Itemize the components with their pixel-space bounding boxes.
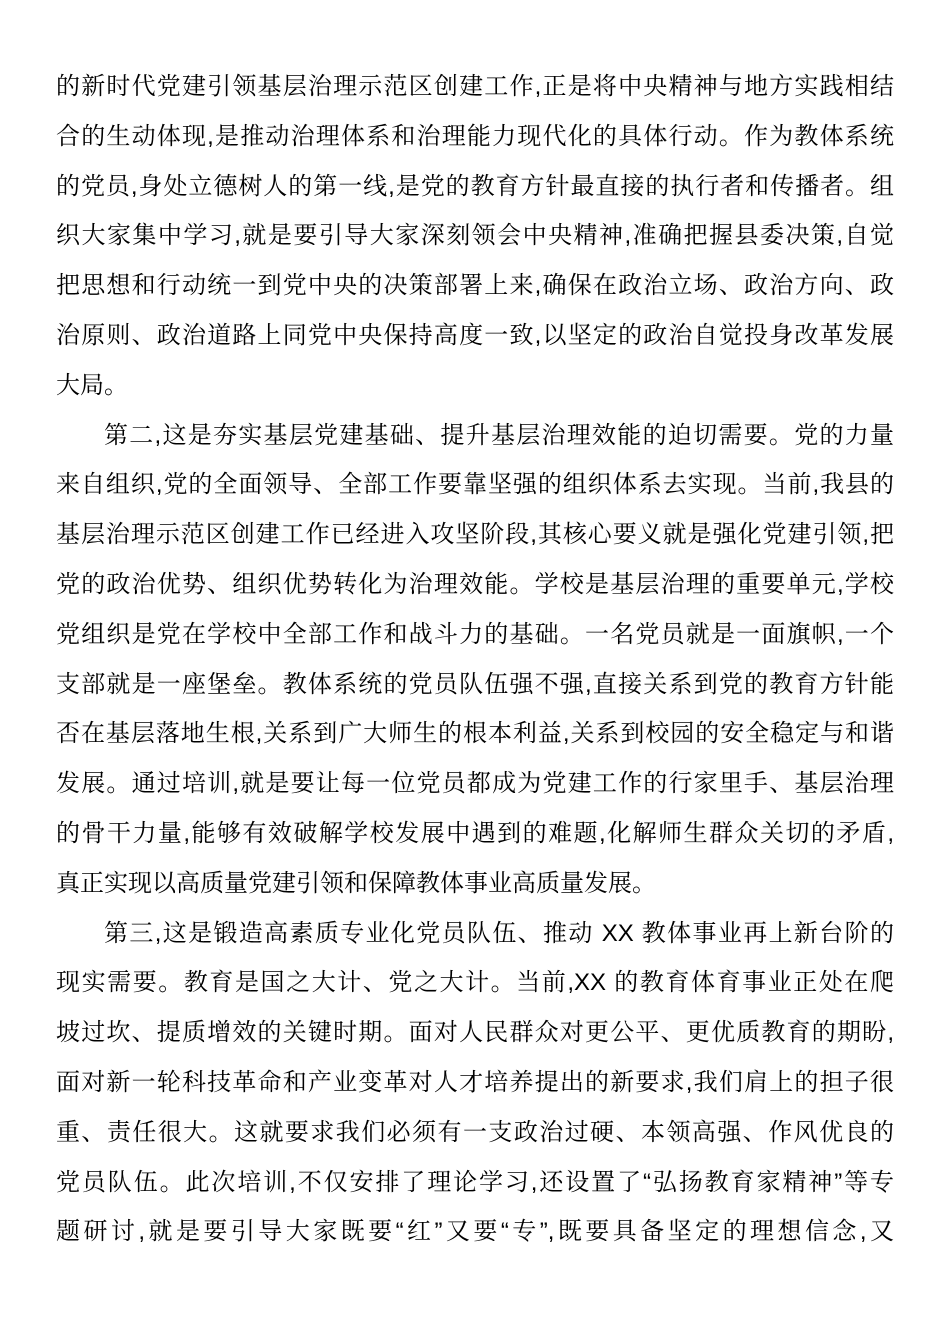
text-line: 基层治理示范区创建工作已经进入攻坚阶段,其核心要义就是强化党建引领,把 xyxy=(56,521,894,549)
text-line: 的骨干力量,能够有效破解学校发展中遇到的难题,化解师生群众关切的矛盾, xyxy=(56,819,894,847)
text-line: 的新时代党建引领基层治理示范区创建工作,正是将中央精神与地方实践相结 xyxy=(56,73,894,100)
text-line: 的党员,身处立德树人的第一线,是党的教育方针最直接的执行者和传播者。组 xyxy=(56,172,894,200)
paragraph xyxy=(56,62,894,411)
document-body xyxy=(56,62,894,1257)
text-line: 真正实现以高质量党建引领和保障教体事业高质量发展。 xyxy=(56,869,656,897)
text-line: 题研讨,就是要引导大家既要“红”又要“专”,既要具备坚定的理想信念,又 xyxy=(56,1218,894,1246)
text-line: 面对新一轮科技革命和产业变革对人才培养提出的新要求,我们肩上的担子很 xyxy=(56,1068,894,1096)
text-line: 来自组织,党的全面领导、全部工作要靠坚强的组织体系去实现。当前,我县的 xyxy=(56,471,894,499)
text-line: 大局。 xyxy=(56,371,128,399)
text-line: 把思想和行动统一到党中央的决策部署上来,确保在政治立场、政治方向、政 xyxy=(56,272,894,300)
text-line: 合的生动体现,是推动治理体系和治理能力现代化的具体行动。作为教体系统 xyxy=(56,122,894,150)
text-line: 织大家集中学习,就是要引导大家深刻领会中央精神,准确把握县委决策,自觉 xyxy=(56,222,894,250)
text-line: 否在基层落地生根,关系到广大师生的根本利益,关系到校园的安全稳定与和谐 xyxy=(56,720,894,748)
text-line: 支部就是一座堡垒。教体系统的党员队伍强不强,直接关系到党的教育方针能 xyxy=(56,670,894,698)
text-line: 治原则、政治道路上同党中央保持高度一致,以坚定的政治自觉投身改革发展 xyxy=(56,321,894,349)
text-line: 现实需要。教育是国之大计、党之大计。当前,XX 的教育体育事业正处在爬 xyxy=(56,969,894,997)
text-line: 发展。通过培训,就是要让每一位党员都成为党建工作的行家里手、基层治理 xyxy=(56,770,894,798)
paragraph xyxy=(56,411,894,909)
text-line: 党组织是党在学校中全部工作和战斗力的基础。一名党员就是一面旗帜,一个 xyxy=(56,620,894,648)
text-line: 重、责任很大。这就要求我们必须有一支政治过硬、本领高强、作风优良的 xyxy=(56,1118,894,1146)
text-line: 第二,这是夯实基层党建基础、提升基层治理效能的迫切需要。党的力量 xyxy=(104,421,894,449)
text-line: 坡过坎、提质增效的关键时期。面对人民群众对更公平、更优质教育的期盼, xyxy=(56,1019,894,1047)
text-line: 党的政治优势、组织优势转化为治理效能。学校是基层治理的重要单元,学校 xyxy=(56,570,894,598)
paragraph xyxy=(56,909,894,1258)
text-line: 第三,这是锻造高素质专业化党员队伍、推动 XX 教体事业再上新台阶的 xyxy=(104,919,894,947)
text-line: 党员队伍。此次培训,不仅安排了理论学习,还设置了“弘扬教育家精神”等专 xyxy=(56,1168,894,1196)
